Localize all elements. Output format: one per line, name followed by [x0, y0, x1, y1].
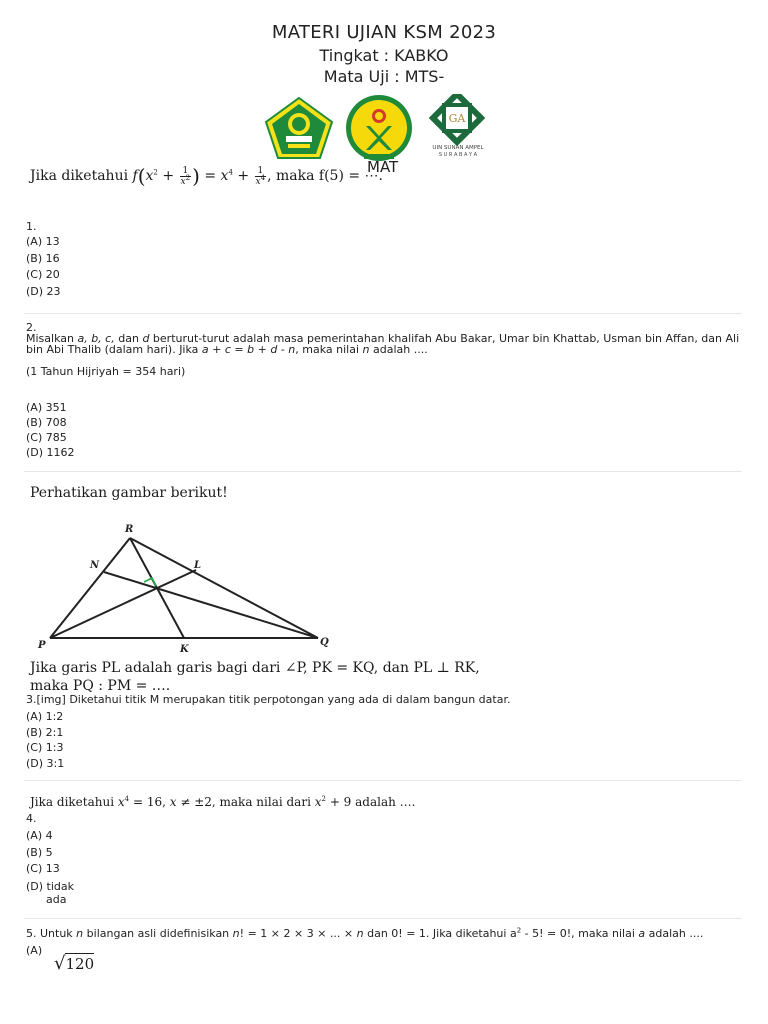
bisector-pl — [50, 570, 196, 638]
q1-stem-end: f(5) = ⋯. — [318, 168, 383, 184]
label-r: R — [125, 524, 134, 535]
q3-option-d[interactable]: (D) 3:1 — [26, 756, 65, 770]
q2-note: (1 Tahun Hijriyah = 354 hari) — [26, 365, 186, 378]
q2-text-1: Misalkan — [26, 332, 74, 345]
q5-var-n: n — [76, 927, 84, 940]
q5-text-3: ! = 1 × 2 × 3 × ... × — [239, 927, 354, 940]
q5-text-6: adalah .... — [648, 927, 704, 940]
q2-text-4: bin Abi Thalib (dalam hari). Jika — [26, 343, 199, 356]
q2-number: 2. — [26, 321, 37, 334]
q1-stem-maka: , maka — [267, 168, 315, 184]
q2-option-c[interactable]: (C) 785 — [26, 431, 67, 444]
q4-option-b[interactable]: (B) 5 — [26, 845, 53, 859]
q2-var-n: n — [362, 343, 370, 356]
q4-stem-prefix: Jika diketahui — [30, 795, 115, 809]
q3-option-c[interactable]: (C) 1:3 — [26, 741, 64, 754]
label-k: K — [180, 644, 189, 655]
q3-options — [26, 709, 64, 771]
q5-var-n: n — [232, 927, 240, 940]
q5-var-a: a — [638, 927, 646, 940]
q2-text — [26, 333, 746, 355]
q4-option-c[interactable]: (C) 13 — [26, 862, 60, 875]
label-l: L — [194, 560, 202, 571]
q1-number: 1. — [26, 220, 37, 233]
q5-text-1: 5. Untuk — [26, 927, 73, 940]
side-pr — [50, 538, 130, 638]
q2-option-d[interactable]: (D) 1162 — [26, 446, 75, 459]
q4-option-d[interactable]: (D) tidak — [26, 879, 75, 893]
q1-option-b[interactable]: (B) 16 — [26, 251, 60, 265]
q5-radicand: 120 — [65, 955, 95, 973]
q2-text-5: , maka nilai — [295, 343, 359, 356]
q1-options — [26, 234, 61, 300]
q5-stem — [26, 926, 703, 941]
exam-subject: Mata Uji : MTS- — [323, 67, 445, 86]
q3-intro: Perhatikan gambar berikut! — [30, 485, 228, 501]
q4-number: 4. — [26, 812, 37, 825]
q1-option-c[interactable]: (C) 20 — [26, 268, 60, 281]
q5-option-a[interactable]: (A) — [26, 944, 43, 957]
q2-text-2: dan — [118, 332, 139, 345]
q2-var-d: d — [142, 332, 150, 345]
q1-option-d[interactable]: (D) 23 — [26, 284, 61, 298]
uin-logo-text: UIN SUNAN AMPEL — [432, 145, 484, 151]
q5-text-2: bilangan asli didefinisikan — [86, 927, 230, 940]
q5-var-n: n — [356, 927, 364, 940]
separator — [24, 471, 742, 472]
q2-equation: a + c = b + d - n — [201, 343, 296, 356]
q1-stem-prefix: Jika diketahui — [30, 168, 129, 184]
q3-condition-2: maka PQ : PM = …. — [30, 678, 171, 694]
logo-row — [0, 94, 768, 164]
q2-option-b[interactable]: (B) 708 — [26, 416, 67, 429]
separator — [24, 313, 742, 314]
q2-text-3: berturut-turut adalah masa pemerintahan khalifah Abu Bakar, Umar bin Khattab, Usman bin Affan, dan Ali — [152, 332, 740, 345]
separator — [24, 780, 742, 781]
q4-stem-end: adalah …. — [355, 795, 416, 809]
q1-stem: Jika diketahui $f(x^2$ + $\frac{1}{x^2}$ ) = $x^4$ + $\frac{1}{x^4}$ , maka f(5) = ⋯. — [30, 164, 383, 188]
q3-triangle-figure — [30, 520, 340, 660]
q2-vars: a, b, c, — [77, 332, 115, 345]
exam-title: MATERI UJIAN KSM 2023 — [271, 22, 497, 43]
q2-options — [26, 400, 75, 460]
q3-option-b[interactable]: (B) 2:1 — [26, 725, 64, 739]
separator — [24, 918, 742, 919]
label-p: P — [38, 640, 46, 651]
label-n: N — [90, 560, 100, 571]
q5-option-a-value: √120 — [54, 953, 95, 974]
q3-option-a[interactable]: (A) 1:2 — [26, 710, 64, 723]
q5-text-4: dan 0! = 1. Jika diketahui a — [367, 927, 517, 940]
ksm-logo — [344, 94, 414, 162]
q2-text-6: adalah .... — [372, 343, 428, 356]
label-q: Q — [320, 637, 329, 648]
svg-text:GA: GA — [448, 112, 466, 125]
q4-stem: Jika diketahui $x^4 = 16$, x ≠ ±2, maka nilai dari $x^2 + 9$ adalah …. — [30, 795, 416, 809]
q5-text-5: - 5! = 0!, maka nilai — [524, 927, 635, 940]
kemenag-logo — [264, 96, 334, 160]
q4-option-a[interactable]: (A) 4 — [26, 829, 53, 842]
q4-options — [26, 828, 74, 906]
q4-stem-mid: , maka nilai dari — [211, 795, 311, 809]
exam-subject-suffix: MAT — [367, 158, 399, 176]
q1-option-a[interactable]: (A) 13 — [26, 235, 60, 248]
q5-superscript: 2 — [516, 926, 522, 935]
q2-option-a[interactable]: (A) 351 — [26, 401, 67, 414]
uin-logo-city: S U R A B A Y A — [438, 152, 478, 158]
q4-option-d-cont: ada — [46, 892, 67, 906]
q3-caption: 3.[img] Diketahui titik M merupakan titik perpotongan yang ada di dalam bangun datar. — [26, 693, 511, 706]
q3-condition-1: Jika garis PL adalah garis bagi dari ∠P, PK = KQ, dan PL ⊥ RK, — [30, 660, 480, 676]
uin-sunan-ampel-logo — [426, 94, 494, 158]
exam-level: Tingkat : KABKO — [319, 46, 449, 65]
